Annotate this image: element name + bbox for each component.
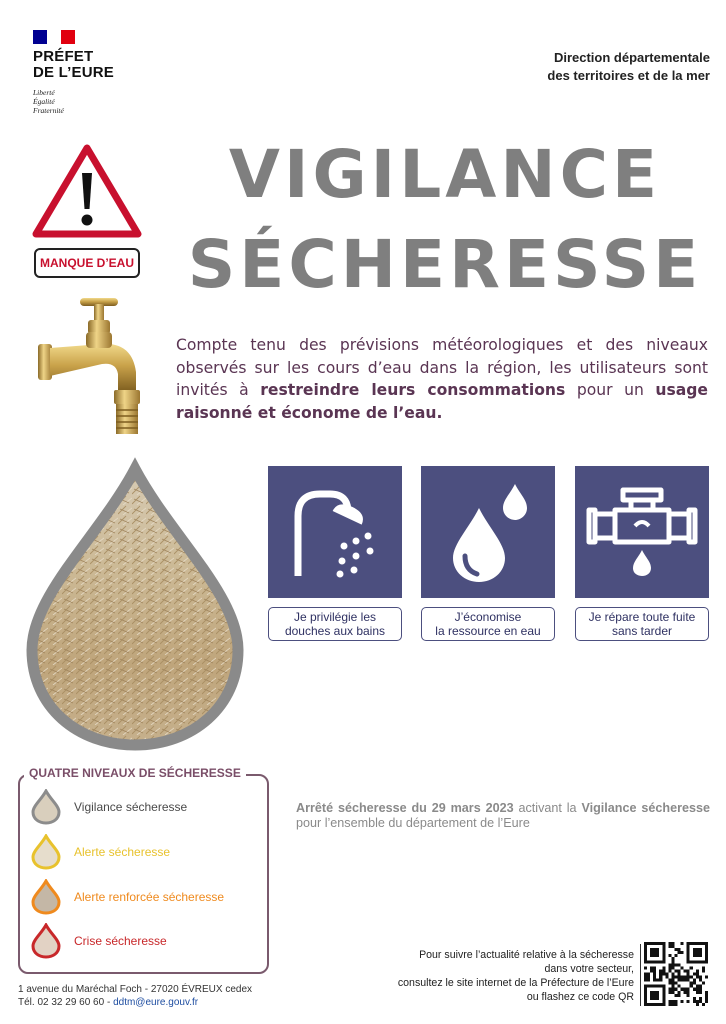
decree-text-2: pour l’ensemble du département de l’Eure — [296, 816, 530, 830]
qr-code[interactable] — [644, 942, 708, 1006]
level-alerte-renforcee — [30, 879, 260, 915]
intro-bold-1: restreindre leurs consommations — [260, 381, 566, 399]
motto-liberte: Liberté — [33, 88, 55, 97]
title-line-1: VIGILANCE — [228, 136, 662, 213]
drought-levels-title: QUATRE NIVEAUX DE SÉCHERESSE — [24, 766, 246, 780]
flag-blue-band — [33, 30, 47, 44]
intro-text-1: Compte tenu des prévisions météorologiques et des niveaux observés sur les cours d’eau dans la région, les utilisateurs sont invités à — [176, 336, 708, 399]
direction-line-2: des territoires et de la mer — [547, 68, 710, 83]
pipe-tile — [575, 466, 709, 598]
prefecture-name — [33, 49, 114, 81]
pipe-caption — [575, 607, 709, 641]
intro-paragraph — [176, 334, 708, 424]
decree-bold-2: Vigilance sécheresse — [581, 801, 711, 815]
direction-name — [547, 49, 710, 85]
title-line-2: SÉCHERESSE — [187, 226, 703, 303]
orange-drop-icon — [30, 879, 62, 915]
footer-address — [18, 983, 252, 1009]
prefecture-line-1: PRÉFET — [33, 48, 94, 65]
shower-caption-line-2: douches aux bains — [284, 624, 386, 638]
level-vigilance — [30, 789, 260, 825]
water-tile — [421, 466, 555, 598]
phone-text: Tél. 02 32 29 60 60 - — [18, 997, 114, 1008]
shower-caption — [268, 607, 402, 641]
warning-triangle-icon — [32, 143, 142, 239]
follow-line-4: ou flashez ce code QR — [526, 991, 634, 1003]
level-alerte — [30, 834, 260, 870]
follow-line-2: dans votre secteur, — [544, 963, 634, 975]
level-crise-label: Crise sécheresse — [74, 934, 167, 948]
follow-line-1: Pour suivre l’actualité relative à la sécheresse — [419, 949, 634, 961]
intro-bold-2: usage raisonné et économe de l’eau. — [176, 381, 709, 422]
level-vigilance-label: Vigilance sécheresse — [74, 800, 188, 814]
level-alerte-renforcee-label: Alerte renforcée sécheresse — [74, 890, 225, 904]
follow-line-3: consultez le site internet de la Préfecture de l’Eure — [397, 977, 634, 989]
pipe-caption-line-1: Je répare toute fuite — [588, 610, 696, 624]
motto-fraternite: Fraternité — [33, 106, 64, 115]
water-tap-icon — [32, 292, 157, 440]
water-drops-icon — [421, 466, 555, 598]
dry-grass-drop-image — [20, 455, 250, 755]
flag-red-band — [61, 30, 75, 44]
shower-tile — [268, 466, 402, 598]
water-caption — [421, 607, 555, 641]
pipe-caption-line-2: sans tarder — [611, 624, 673, 638]
leaking-pipe-icon — [575, 466, 709, 598]
motto-egalite: Égalité — [33, 97, 55, 106]
decree-text — [296, 801, 710, 831]
decree-text-1: activant la — [513, 801, 582, 815]
phone-email-line — [18, 996, 252, 1009]
water-caption-line-2: la ressource en eau — [435, 624, 541, 638]
water-shortage-label: MANQUE D’EAU — [34, 248, 140, 278]
divider — [640, 944, 641, 1006]
direction-line-1: Direction départementale — [553, 50, 710, 65]
level-alerte-label: Alerte sécheresse — [74, 845, 171, 859]
prefecture-line-2: DE L’EURE — [33, 64, 114, 81]
email-link[interactable]: ddtm@eure.gouv.fr — [113, 997, 199, 1008]
shower-icon — [268, 466, 402, 598]
water-caption-line-1: J’économise — [454, 610, 522, 624]
intro-text-2: pour un — [565, 381, 656, 399]
shower-caption-line-1: Je privilégie les — [293, 610, 377, 624]
address-line: 1 avenue du Maréchal Foch - 27020 ÉVREUX cedex — [18, 984, 253, 995]
red-drop-icon — [30, 923, 62, 959]
flag-white-band — [47, 30, 61, 44]
yellow-drop-icon — [30, 834, 62, 870]
follow-info — [398, 948, 634, 1004]
gray-drop-icon — [30, 789, 62, 825]
republic-motto — [33, 88, 64, 115]
french-flag-logo — [33, 30, 75, 44]
level-crise — [30, 923, 260, 959]
decree-bold-1: Arrêté sécheresse du 29 mars 2023 — [296, 801, 514, 815]
